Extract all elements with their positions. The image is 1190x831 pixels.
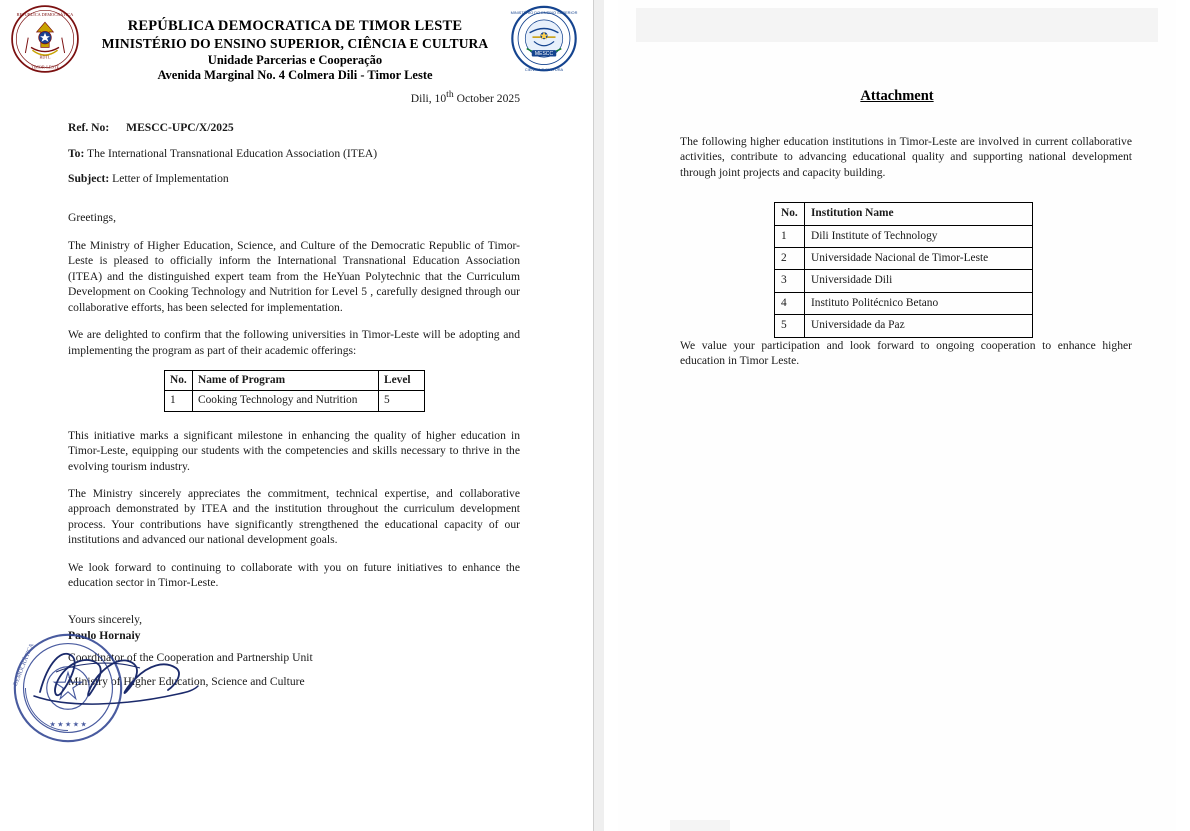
institution-row-no: 3 — [775, 270, 805, 292]
page-bottom-band — [670, 820, 730, 831]
institution-row-no: 2 — [775, 248, 805, 270]
svg-text:RDTL: RDTL — [39, 54, 51, 60]
letterhead-line-4: Avenida Marginal No. 4 Colmera Dili - Timor Leste — [157, 68, 433, 83]
reference-label: Ref. No: — [68, 120, 110, 134]
page-top-band — [636, 8, 1158, 42]
institution-row-name: Universidade da Paz — [805, 315, 1033, 337]
reference-line — [68, 120, 520, 136]
signatory-name: Paulo Hornaiy — [68, 628, 141, 642]
institution-row-name: Universidade Nacional de Timor-Leste — [805, 248, 1033, 270]
letterhead-line-2: MINISTÉRIO DO ENSINO SUPERIOR, CIÊNCIA E CULTURA — [101, 35, 489, 51]
signatory-department: Ministry of Higher Education, Science and Culture — [68, 675, 305, 689]
table-row — [775, 315, 1033, 337]
svg-text:REPÚBLICA DEMOCRÁTICA: REPÚBLICA DEMOCRÁTICA — [16, 11, 74, 17]
svg-text:MESCC: MESCC — [534, 51, 554, 58]
paragraph-4: The Ministry sincerely appreciates the commitment, technical expertise, and collaborative approach demonstrated by ITEA and the institution throughout the curriculum development process. Your contributions have significantly strengthened the educational capacity of our institutions and advanced our national development goals. — [68, 486, 520, 547]
paragraph-3: This initiative marks a significant milestone in enhancing the quality of higher education in Timor-Leste, equipping our students with the competencies and skills necessary to thrive in the evolving tourism industry. — [68, 428, 520, 473]
table-row — [775, 225, 1033, 247]
institution-table-header-name: Institution Name — [805, 203, 1033, 225]
table-header-row — [775, 203, 1033, 225]
letterhead-text — [90, 18, 500, 84]
subject-value: Letter of Implementation — [112, 171, 229, 185]
institution-row-no: 4 — [775, 292, 805, 314]
letterhead-line-3: Unidade Parcerias e Cooperação — [207, 52, 383, 67]
table-header-row — [165, 370, 425, 390]
republic-of-timor-leste-coat-of-arms-icon — [6, 4, 84, 74]
program-row-name: Cooking Technology and Nutrition — [193, 391, 379, 411]
svg-text:★ ★ ★ ★ ★: ★ ★ ★ ★ ★ — [49, 721, 87, 729]
reference-value: MESCC-UPC/X/2025 — [126, 120, 234, 134]
recipient-line — [68, 146, 520, 162]
recipient-value: The International Transnational Education Association (ITEA) — [87, 147, 378, 161]
program-row-no: 1 — [165, 391, 193, 411]
institution-table-header-no: No. — [775, 203, 805, 225]
subject-label: Subject: — [68, 171, 110, 185]
program-table-header-name: Name of Program — [193, 370, 379, 390]
signatory-role: Coordinator of the Cooperation and Partnership Unit — [68, 650, 313, 664]
paragraph-5: We look forward to continuing to collaborate with you on future initiatives to enhance the education sector in Timor-Leste. — [68, 560, 520, 589]
paragraph-2: We are delighted to confirm that the following universities in Timor-Leste will be adopting and implementing the program as part of their academic offerings: — [68, 328, 520, 357]
letterhead-line-1: REPÚBLICA DEMOCRATICA DE TIMOR LESTE — [127, 18, 463, 34]
attachment-paper — [618, 0, 1176, 831]
institution-row-name: Universidade Dili — [805, 270, 1033, 292]
table-row — [165, 391, 425, 411]
svg-text:DEMOCRÁTICA: DEMOCRÁTICA — [11, 642, 36, 688]
svg-text:TIMOR-LESTE: TIMOR-LESTE — [30, 64, 60, 70]
institution-table — [774, 202, 1033, 337]
institution-row-no: 1 — [775, 225, 805, 247]
attachment-title: Attachment — [860, 88, 934, 104]
program-row-level: 5 — [379, 391, 425, 411]
mescc-ministry-seal-icon — [505, 4, 583, 76]
paragraph-1: The Ministry of Higher Education, Science, and Culture of the Democratic Republic of Timor-Leste is pleased to officially inform the International Transnational Education Association (ITEA) and the distinguished expert team from the HeYuan Polytechnic that the Curriculum Development on Cooking Technology and Nutrition for Level 5 , carefully designed through our collaborative efforts, has been selected for implementation. — [68, 239, 520, 314]
letterhead — [0, 0, 593, 86]
institution-row-no: 5 — [775, 315, 805, 337]
attachment-body — [680, 134, 1132, 380]
page-attachment — [604, 0, 1190, 831]
institution-row-name: Dili Institute of Technology — [805, 225, 1033, 247]
program-table-header-no: No. — [165, 370, 193, 390]
subject-line — [68, 171, 520, 187]
handwritten-signature-icon — [28, 636, 238, 716]
table-row — [775, 248, 1033, 270]
table-row — [775, 292, 1033, 314]
attachment-closing: We value your participation and look forward to ongoing cooperation to enhance higher education in Timor Leste. — [680, 338, 1132, 367]
table-row — [775, 270, 1033, 292]
svg-text:CIÊNCIA E CULTURA: CIÊNCIA E CULTURA — [524, 66, 564, 72]
greeting: Greetings, — [68, 211, 116, 225]
recipient-label: To: — [68, 147, 85, 161]
svg-text:MINISTÉRIO DO ENSINO SUPERIOR: MINISTÉRIO DO ENSINO SUPERIOR — [510, 10, 578, 16]
page-gutter — [594, 0, 604, 831]
dateline: Dili, 10th October 2025 — [410, 89, 520, 105]
attachment-intro: The following higher education institutions in Timor-Leste are involved in current collaborative activities, contribute to advancing educational quality and supporting national development through joint projects and capacity building. — [680, 135, 1132, 179]
institution-row-name: Instituto Politécnico Betano — [805, 292, 1033, 314]
program-table-header-level: Level — [379, 370, 425, 390]
signature-block — [11, 628, 520, 729]
program-table — [164, 370, 425, 412]
closing-salutation: Yours sincerely, — [68, 613, 143, 627]
page-letter — [0, 0, 594, 831]
letter-body — [11, 88, 520, 729]
